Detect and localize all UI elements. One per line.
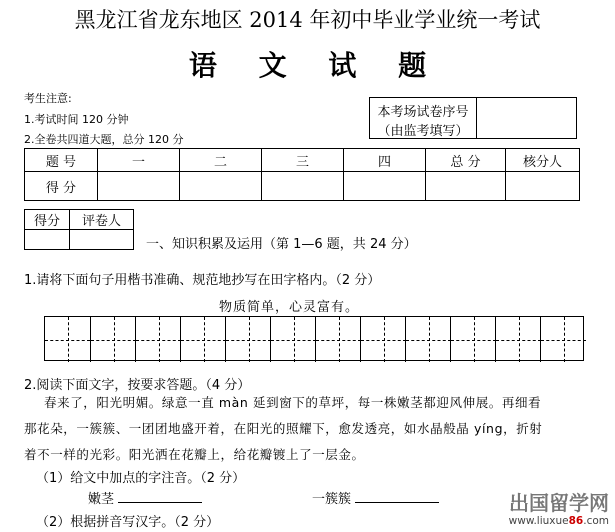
score-col-2: 二 [180, 149, 262, 172]
tianzige-guide-horizontal [181, 340, 226, 341]
tianzige-cell[interactable] [135, 317, 180, 362]
notice-heading: 考生注意: [24, 92, 72, 105]
tianzige-guide-horizontal [496, 340, 541, 341]
q2-prompt: 2.阅读下面文字，按要求答题。（4 分） [24, 378, 251, 393]
tianzige-cell[interactable] [225, 317, 270, 362]
notice-item-2: 2.全卷共四道大题，总分 120 分 [24, 133, 184, 146]
grader-name-field[interactable] [70, 230, 134, 250]
seat-label-box [369, 97, 477, 139]
tianzige-cell[interactable] [405, 317, 450, 362]
seat-number-field[interactable] [476, 97, 577, 139]
score-col-4: 四 [344, 149, 426, 172]
q2-sub1-blank-b[interactable] [355, 492, 439, 503]
q2-passage-line-1: 春来了，阳光明媚。绿意一直 màn 延到窗下的草坪，每一株嫩茎都迎风伸展。再细看 [44, 395, 542, 410]
score-table-header-row [25, 149, 580, 172]
score-col-checker: 核分人 [506, 149, 580, 172]
grader-box [24, 209, 134, 250]
tianzige-guide-horizontal [226, 340, 271, 341]
score-col-label: 题 号 [25, 149, 98, 172]
tianzige-guide-horizontal [406, 340, 451, 341]
score-row-label: 得 分 [25, 172, 98, 201]
q2-sub1-word-b: 一簇簇 [312, 492, 352, 507]
q1-prompt [24, 269, 380, 288]
tianzige-cell[interactable] [450, 317, 495, 362]
score-table-score-row [25, 172, 580, 201]
tianzige-guide-horizontal [91, 340, 136, 341]
tianzige-cell[interactable] [540, 317, 585, 362]
watermark-name: 出国留学网 [509, 491, 609, 515]
score-cell-4[interactable] [344, 172, 426, 201]
section1-title: 一、知识积累及运用（第 1—6 题，共 24 分） [146, 237, 417, 252]
q2-sub1-word-a: 嫩茎 [88, 492, 115, 507]
score-cell-1[interactable] [98, 172, 180, 201]
q2-passage-line-2: 那花朵，一簇簇、一团团地盛开着，在阳光的照耀下，愈发透亮，如水晶般晶 yíng，折射 [24, 421, 543, 436]
watermark-url-red: 86 [568, 515, 584, 527]
score-cell-checker[interactable] [506, 172, 580, 201]
tianzige-guide-horizontal [361, 340, 406, 341]
tianzige-cell[interactable] [360, 317, 405, 362]
grader-score-label: 得分 [25, 210, 70, 230]
tianzige-cell[interactable] [90, 317, 135, 362]
q2-sub1: （1）给文中加点的字注音。（2 分） [36, 471, 246, 486]
exam-title: 语 文 试 题 [188, 49, 443, 82]
watermark-url [509, 512, 609, 530]
tianzige-cell[interactable] [270, 317, 315, 362]
score-col-3: 三 [262, 149, 344, 172]
watermark-logo [508, 491, 609, 530]
tianzige-cell[interactable] [45, 317, 90, 362]
score-col-1: 一 [98, 149, 180, 172]
tianzige-guide-horizontal [271, 340, 316, 341]
tianzige-cell[interactable] [180, 317, 225, 362]
tianzige-cell[interactable] [495, 317, 540, 362]
q2-sub1-item-b [312, 488, 439, 507]
q1-sentence: 物质简单，心灵富有。 [219, 300, 360, 315]
grader-name-label: 评卷人 [70, 210, 134, 230]
tianzige-guide-horizontal [136, 340, 181, 341]
score-col-total: 总 分 [426, 149, 506, 172]
q1-text: 1.请将下面句子用楷书准确、规范地抄写在田字格内。（2 分） [24, 273, 381, 288]
watermark-url-suffix: .com [583, 515, 609, 527]
score-cell-total[interactable] [426, 172, 506, 201]
tianzige-guide-horizontal [45, 340, 90, 341]
score-cell-2[interactable] [180, 172, 262, 201]
seat-label-line2: （由监考填写） [377, 124, 469, 139]
tianzige-cell[interactable] [315, 317, 360, 362]
score-cell-3[interactable] [262, 172, 344, 201]
q2-sub2: （2）根据拼音写汉字。（2 分） [36, 515, 220, 530]
q2-sub1-blank-a[interactable] [118, 492, 202, 503]
exam-header: 黑龙江省龙东地区 2014 年初中毕业学业统一考试 [74, 8, 541, 32]
tianzige-guide-horizontal [541, 340, 586, 341]
watermark-url-prefix: www.liuxue [508, 515, 569, 527]
q2-sub1-item-a [88, 488, 202, 507]
tianzige-guide-horizontal [451, 340, 496, 341]
seat-label-line1: 本考场试卷序号 [377, 105, 469, 120]
grader-score-field[interactable] [25, 230, 70, 250]
score-table [24, 148, 580, 201]
q2-passage-line-3: 着不一样的光彩。阳光洒在花瓣上，给花瓣镀上了一层金。 [24, 447, 365, 462]
tianzige-guide-horizontal [316, 340, 361, 341]
notice-item-1: 1.考试时间 120 分钟 [24, 113, 129, 126]
tianzige-grid[interactable] [44, 316, 584, 361]
